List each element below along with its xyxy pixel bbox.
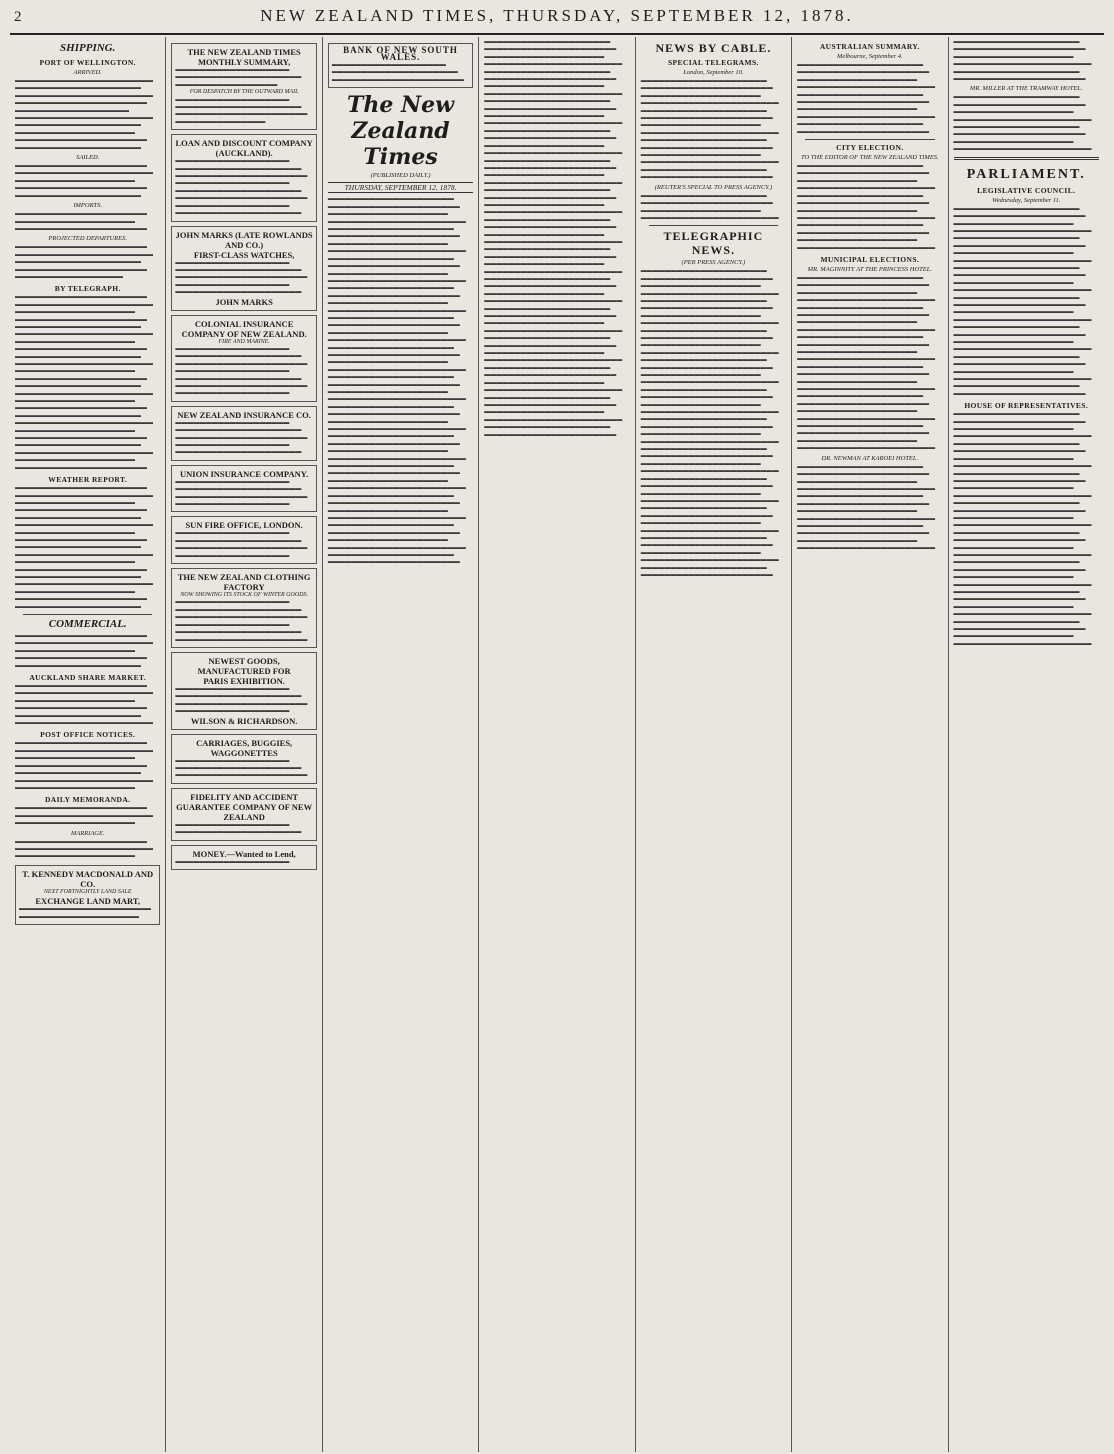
tramway-hotel-heading: MR. MILLER AT THE TRAMWAY HOTEL. [969,85,1083,93]
union-title: UNION INSURANCE COMPANY. [180,468,309,479]
summary-subtitle: FOR DESPATCH BY THE OUTWARD MAIL [189,89,299,96]
share-market-heading: AUCKLAND SHARE MARKET. [29,673,147,683]
local-news-text: ▬▬▬▬▬▬▬▬▬▬▬▬▬▬▬▬▬▬▬▬▬ ▬▬▬▬▬▬▬▬▬▬▬▬▬▬▬▬▬▬▬▬▬▬ ▬▬▬▬▬▬▬▬▬▬▬▬▬▬▬▬▬▬▬▬ ▬▬▬▬▬▬▬▬▬▬▬▬▬▬▬▬▬▬▬▬▬▬▬ ▬▬▬▬▬▬▬▬▬▬▬▬▬▬▬▬▬▬▬▬▬ ▬▬▬▬▬▬▬▬▬▬▬▬▬▬▬▬▬▬▬▬▬▬ ▬▬▬▬▬▬▬▬▬▬▬▬▬▬▬▬▬▬▬▬ ▬▬▬▬▬▬▬▬▬▬▬▬▬▬▬▬▬▬▬▬▬▬▬ ▬▬▬▬▬▬▬▬▬▬▬▬▬▬▬▬▬▬▬▬▬ ▬▬▬▬▬▬▬▬▬▬▬▬▬▬▬▬▬▬▬▬▬▬ ▬▬▬▬▬▬▬▬▬▬▬▬▬▬▬▬▬▬▬▬ ▬▬▬▬▬▬▬▬▬▬▬▬▬▬▬▬▬▬▬▬▬▬▬ ▬▬▬▬▬▬▬▬▬▬▬▬▬▬▬▬▬▬▬▬▬ ▬▬▬▬▬▬▬▬▬▬▬▬▬▬▬▬▬▬▬▬▬▬ ▬▬▬▬▬▬▬▬▬▬▬▬▬▬▬▬▬▬▬▬ ▬▬▬▬▬▬▬▬▬▬▬▬▬▬▬▬▬▬▬▬▬▬▬ ▬▬▬▬▬▬▬▬▬▬▬▬▬▬▬▬▬▬▬▬▬ ▬▬▬▬▬▬▬▬▬▬▬▬▬▬▬▬▬▬▬▬▬▬ ▬▬▬▬▬▬▬▬▬▬▬▬▬▬▬▬▬▬▬▬ ▬▬▬▬▬▬▬▬▬▬▬▬▬▬▬▬▬▬▬▬▬▬▬ ▬▬▬▬▬▬▬▬▬▬▬▬▬▬▬▬▬▬▬▬▬ ▬▬▬▬▬▬▬▬▬▬▬▬▬▬▬▬▬▬▬▬▬▬ ▬▬▬▬▬▬▬▬▬▬▬▬▬▬▬▬▬▬▬▬ ▬▬▬▬▬▬▬▬▬▬▬▬▬▬▬▬▬▬▬▬▬▬▬ ▬▬▬▬▬▬▬▬▬▬▬▬▬▬▬▬▬▬▬▬▬ ▬▬▬▬▬▬▬▬▬▬▬▬▬▬▬▬▬▬▬▬▬▬ ▬▬▬▬▬▬▬▬▬▬▬▬▬▬▬▬▬▬▬▬ ▬▬▬▬▬▬▬▬▬▬▬▬▬▬▬▬▬▬▬▬▬▬▬ ▬▬▬▬▬▬▬▬▬▬▬▬▬▬▬▬▬▬▬▬▬ ▬▬▬▬▬▬▬▬▬▬▬▬▬▬▬▬▬▬▬▬▬▬ ▬▬▬▬▬▬▬▬▬▬▬▬▬▬▬▬▬▬▬▬ ▬▬▬▬▬▬▬▬▬▬▬▬▬▬▬▬▬▬▬▬▬▬▬ ▬▬▬▬▬▬▬▬▬▬▬▬▬▬▬▬▬▬▬▬▬ ▬▬▬▬▬▬▬▬▬▬▬▬▬▬▬▬▬▬▬▬▬▬ ▬▬▬▬▬▬▬▬▬▬▬▬▬▬▬▬▬▬▬▬ ▬▬▬▬▬▬▬▬▬▬▬▬▬▬▬▬▬▬▬▬▬▬▬ ▬▬▬▬▬▬▬▬▬▬▬▬▬▬▬▬▬▬▬▬▬ ▬▬▬▬▬▬▬▬▬▬▬▬▬▬▬▬▬▬▬▬▬▬ ▬▬▬▬▬▬▬▬▬▬▬▬▬▬▬▬▬▬▬▬ ▬▬▬▬▬▬▬▬▬▬▬▬▬▬▬▬▬▬▬▬▬▬▬ ▬▬▬▬▬▬▬▬▬▬▬▬▬▬▬▬▬▬▬▬▬ ▬▬▬▬▬▬▬▬▬▬▬▬▬▬▬▬▬▬▬▬▬▬ ▬▬▬▬▬▬▬▬▬▬▬▬▬▬▬▬▬▬▬▬ ▬▬▬▬▬▬▬▬▬▬▬▬▬▬▬▬▬▬▬▬▬▬▬ ▬▬▬▬▬▬▬▬▬▬▬▬▬▬▬▬▬▬▬▬▬ ▬▬▬▬▬▬▬▬▬▬▬▬▬▬▬▬▬▬▬▬▬▬ ▬▬▬▬▬▬▬▬▬▬▬▬▬▬▬▬▬▬▬▬ ▬▬▬▬▬▬▬▬▬▬▬▬▬▬▬▬▬▬▬▬▬▬▬ ▬▬▬▬▬▬▬▬▬▬▬▬▬▬▬▬▬▬▬▬▬ ▬▬▬▬▬▬▬▬▬▬▬▬▬▬▬▬▬▬▬▬▬▬ ▬▬▬▬▬▬▬▬▬▬▬▬▬▬▬▬▬▬▬▬ ▬▬▬▬▬▬▬▬▬▬▬▬▬▬▬▬▬▬▬▬▬▬▬ ▬▬▬▬▬▬▬▬▬▬▬▬▬▬▬▬▬▬▬▬▬ ▬▬▬▬▬▬▬▬▬▬▬▬▬▬▬▬▬▬▬▬▬▬ [484,39,623,438]
guarantee-title: FIDELITY AND ACCIDENT GUARANTEE COMPANY OF NEW ZEALAND [176,791,313,822]
municipal-elections-heading: MUNICIPAL ELECTIONS. [820,254,920,264]
page-title: NEW ZEALAND TIMES, THURSDAY, SEPTEMBER 12, 1878. [260,6,854,25]
sailed-heading: SAILED. [76,154,100,162]
colonial-title: COLONIAL INSURANCE COMPANY OF NEW ZEALAND. [181,318,307,339]
legislative-council-heading: LEGISLATIVE COUNCIL. [977,185,1076,195]
shipping-heading: SHIPPING. [60,42,116,54]
nz-insurance-title: NEW ZEALAND INSURANCE CO. [177,409,311,420]
karoei-hotel-heading: DR. NEWMAN AT KAROEI HOTEL. [821,454,919,462]
nz-insurance-advertisement: NEW ZEALAND INSURANCE CO. ▬▬▬▬▬▬▬▬▬▬▬▬▬▬▬▬▬▬▬ ▬▬▬▬▬▬▬▬▬▬▬▬▬▬▬▬▬▬▬▬▬ ▬▬▬▬▬▬▬▬▬▬▬▬▬▬▬▬▬▬▬▬▬▬ ▬▬▬▬▬▬▬▬▬▬▬▬▬▬▬▬▬▬▬ ▬▬▬▬▬▬▬▬▬▬▬▬▬▬▬▬▬▬▬▬▬ [171,406,316,461]
column-4 [479,37,635,1452]
australian-summary-heading: AUSTRALIAN SUMMARY. [819,42,920,51]
clothing-title: THE NEW ZEALAND CLOTHING FACTORY [177,572,311,593]
marks-advertisement: JOHN MARKS (LATE ROWLANDS AND CO.) FIRST-CLASS WATCHES, ▬▬▬▬▬▬▬▬▬▬▬▬▬▬▬▬▬▬▬ ▬▬▬▬▬▬▬▬▬▬▬▬▬▬▬▬▬▬▬▬▬ ▬▬▬▬▬▬▬▬▬▬▬▬▬▬▬▬▬▬▬▬▬▬ ▬▬▬▬▬▬▬▬▬▬▬▬▬▬▬▬▬▬▬ ▬▬▬▬▬▬▬▬▬▬▬▬▬▬▬▬▬▬▬▬▬ JOHN MARKS [171,226,316,311]
post-office-heading: POST OFFICE NOTICES. [40,730,136,740]
auction-subtitle: NEXT FORTNIGHTLY LAND SALE [43,888,132,895]
news-by-cable-heading: NEWS BY CABLE. [655,41,772,55]
auction-title: T. KENNEDY MACDONALD AND CO. [22,868,154,889]
column-6: AUSTRALIAN SUMMARY. Melbourne, September 4. ▬▬▬▬▬▬▬▬▬▬▬▬▬▬▬▬▬▬▬▬▬ ▬▬▬▬▬▬▬▬▬▬▬▬▬▬▬▬▬▬▬▬▬▬ ▬▬▬▬▬▬▬▬▬▬▬▬▬▬▬▬▬▬▬▬ ▬▬▬▬▬▬▬▬▬▬▬▬▬▬▬▬▬▬▬▬▬▬▬ ▬▬▬▬▬▬▬▬▬▬▬▬▬▬▬▬▬▬▬▬▬ ▬▬▬▬▬▬▬▬▬▬▬▬▬▬▬▬▬▬▬▬▬▬ ▬▬▬▬▬▬▬▬▬▬▬▬▬▬▬▬▬▬▬▬ ▬▬▬▬▬▬▬▬▬▬▬▬▬▬▬▬▬▬▬▬▬▬▬ ▬▬▬▬▬▬▬▬▬▬▬▬▬▬▬▬▬▬▬▬▬ ▬▬▬▬▬▬▬▬▬▬▬▬▬▬▬▬▬▬▬▬▬▬ CITY ELECTION. TO THE EDITOR OF THE NEW ZEALAND TIMES. ▬▬▬▬▬▬▬▬▬▬▬▬▬▬▬▬▬▬▬▬▬ ▬▬▬▬▬▬▬▬▬▬▬▬▬▬▬▬▬▬▬▬▬▬ ▬▬▬▬▬▬▬▬▬▬▬▬▬▬▬▬▬▬▬▬ ▬▬▬▬▬▬▬▬▬▬▬▬▬▬▬▬▬▬▬▬▬▬▬ ▬▬▬▬▬▬▬▬▬▬▬▬▬▬▬▬▬▬▬▬▬ ▬▬▬▬▬▬▬▬▬▬▬▬▬▬▬▬▬▬▬▬▬▬ ▬▬▬▬▬▬▬▬▬▬▬▬▬▬▬▬▬▬▬▬ ▬▬▬▬▬▬▬▬▬▬▬▬▬▬▬▬▬▬▬▬▬▬▬ ▬▬▬▬▬▬▬▬▬▬▬▬▬▬▬▬▬▬▬▬▬ ▬▬▬▬▬▬▬▬▬▬▬▬▬▬▬▬▬▬▬▬▬▬ ▬▬▬▬▬▬▬▬▬▬▬▬▬▬▬▬▬▬▬▬ ▬▬▬▬▬▬▬▬▬▬▬▬▬▬▬▬▬▬▬▬▬▬▬ MUNICIPAL ELECTIONS. MR. MAGINNITY AT THE PRINCESS HOTEL. ▬▬▬▬▬▬▬▬▬▬▬▬▬▬▬▬▬▬▬▬▬ ▬▬▬▬▬▬▬▬▬▬▬▬▬▬▬▬▬▬▬▬▬▬ ▬▬▬▬▬▬▬▬▬▬▬▬▬▬▬▬▬▬▬▬ ▬▬▬▬▬▬▬▬▬▬▬▬▬▬▬▬▬▬▬▬▬▬▬ ▬▬▬▬▬▬▬▬▬▬▬▬▬▬▬▬▬▬▬▬▬ ▬▬▬▬▬▬▬▬▬▬▬▬▬▬▬▬▬▬▬▬▬▬ ▬▬▬▬▬▬▬▬▬▬▬▬▬▬▬▬▬▬▬▬ ▬▬▬▬▬▬▬▬▬▬▬▬▬▬▬▬▬▬▬▬▬▬▬ ▬▬▬▬▬▬▬▬▬▬▬▬▬▬▬▬▬▬▬▬▬ ▬▬▬▬▬▬▬▬▬▬▬▬▬▬▬▬▬▬▬▬▬▬ ▬▬▬▬▬▬▬▬▬▬▬▬▬▬▬▬▬▬▬▬ ▬▬▬▬▬▬▬▬▬▬▬▬▬▬▬▬▬▬▬▬▬▬▬ ▬▬▬▬▬▬▬▬▬▬▬▬▬▬▬▬▬▬▬▬▬ ▬▬▬▬▬▬▬▬▬▬▬▬▬▬▬▬▬▬▬▬▬▬ ▬▬▬▬▬▬▬▬▬▬▬▬▬▬▬▬▬▬▬▬ ▬▬▬▬▬▬▬▬▬▬▬▬▬▬▬▬▬▬▬▬▬▬▬ ▬▬▬▬▬▬▬▬▬▬▬▬▬▬▬▬▬▬▬▬▬ ▬▬▬▬▬▬▬▬▬▬▬▬▬▬▬▬▬▬▬▬▬▬ ▬▬▬▬▬▬▬▬▬▬▬▬▬▬▬▬▬▬▬▬ ▬▬▬▬▬▬▬▬▬▬▬▬▬▬▬▬▬▬▬▬▬▬▬ ▬▬▬▬▬▬▬▬▬▬▬▬▬▬▬▬▬▬▬▬▬ ▬▬▬▬▬▬▬▬▬▬▬▬▬▬▬▬▬▬▬▬▬▬ ▬▬▬▬▬▬▬▬▬▬▬▬▬▬▬▬▬▬▬▬ ▬▬▬▬▬▬▬▬▬▬▬▬▬▬▬▬▬▬▬▬▬▬▬ DR. NEWMAN AT KAROEI HOTEL. ▬▬▬▬▬▬▬▬▬▬▬▬▬▬▬▬▬▬▬▬▬ ▬▬▬▬▬▬▬▬▬▬▬▬▬▬▬▬▬▬▬▬▬▬ ▬▬▬▬▬▬▬▬▬▬▬▬▬▬▬▬▬▬▬▬ ▬▬▬▬▬▬▬▬▬▬▬▬▬▬▬▬▬▬▬▬▬▬▬ ▬▬▬▬▬▬▬▬▬▬▬▬▬▬▬▬▬▬▬▬▬ ▬▬▬▬▬▬▬▬▬▬▬▬▬▬▬▬▬▬▬▬▬▬ ▬▬▬▬▬▬▬▬▬▬▬▬▬▬▬▬▬▬▬▬ ▬▬▬▬▬▬▬▬▬▬▬▬▬▬▬▬▬▬▬▬▬▬▬ ▬▬▬▬▬▬▬▬▬▬▬▬▬▬▬▬▬▬▬▬▬ ▬▬▬▬▬▬▬▬▬▬▬▬▬▬▬▬▬▬▬▬▬▬ ▬▬▬▬▬▬▬▬▬▬▬▬▬▬▬▬▬▬▬▬ ▬▬▬▬▬▬▬▬▬▬▬▬▬▬▬▬▬▬▬▬▬▬▬ [792,37,948,1452]
paris-title: PARIS EXHIBITION. [203,675,285,686]
telegraphic-news-heading: TELEGRAPHIC NEWS. [663,229,764,258]
clothing-subtitle: NOW SHOWING ITS STOCK OF WINTER GOODS. [180,592,308,599]
imports-heading: IMPORTS. [73,202,103,210]
clothing-advertisement: THE NEW ZEALAND CLOTHING FACTORY NOW SHOWING ITS STOCK OF WINTER GOODS. ▬▬▬▬▬▬▬▬▬▬▬▬▬▬▬▬▬▬▬ ▬▬▬▬▬▬▬▬▬▬▬▬▬▬▬▬▬▬▬▬▬ ▬▬▬▬▬▬▬▬▬▬▬▬▬▬▬▬▬▬▬▬▬▬ ▬▬▬▬▬▬▬▬▬▬▬▬▬▬▬▬▬▬▬ ▬▬▬▬▬▬▬▬▬▬▬▬▬▬▬▬▬▬▬▬▬ ▬▬▬▬▬▬▬▬▬▬▬▬▬▬▬▬▬▬▬▬▬▬ [171,568,316,648]
colonial-advertisement: COLONIAL INSURANCE COMPANY OF NEW ZEALAND. FIRE AND MARINE. ▬▬▬▬▬▬▬▬▬▬▬▬▬▬▬▬▬▬▬ ▬▬▬▬▬▬▬▬▬▬▬▬▬▬▬▬▬▬▬▬▬ ▬▬▬▬▬▬▬▬▬▬▬▬▬▬▬▬▬▬▬▬▬▬ ▬▬▬▬▬▬▬▬▬▬▬▬▬▬▬▬▬▬▬ ▬▬▬▬▬▬▬▬▬▬▬▬▬▬▬▬▬▬▬▬▬ ▬▬▬▬▬▬▬▬▬▬▬▬▬▬▬▬▬▬▬▬▬▬ ▬▬▬▬▬▬▬▬▬▬▬▬▬▬▬▬▬▬▬ [171,315,316,402]
editorial-dateline: THURSDAY, SEPTEMBER 12, 1878. [328,182,473,193]
auction-place: EXCHANGE LAND MART, [35,896,141,907]
telegraph-heading: BY TELEGRAPH. [54,284,121,294]
loan-advertisement: LOAN AND DISCOUNT COMPANY (AUCKLAND). ▬▬▬▬▬▬▬▬▬▬▬▬▬▬▬▬▬▬▬ ▬▬▬▬▬▬▬▬▬▬▬▬▬▬▬▬▬▬▬▬▬ ▬▬▬▬▬▬▬▬▬▬▬▬▬▬▬▬▬▬▬▬▬▬ ▬▬▬▬▬▬▬▬▬▬▬▬▬▬▬▬▬▬▬ ▬▬▬▬▬▬▬▬▬▬▬▬▬▬▬▬▬▬▬▬▬ ▬▬▬▬▬▬▬▬▬▬▬▬▬▬▬▬▬▬▬▬▬▬ ▬▬▬▬▬▬▬▬▬▬▬▬▬▬▬▬▬▬▬ ▬▬▬▬▬▬▬▬▬▬▬▬▬▬▬▬▬▬▬▬▬ [171,134,316,221]
weather-heading: WEATHER REPORT. [48,475,128,485]
council-dateline: Wednesday, September 11. [991,196,1061,204]
reuter-credit: (REUTER'S SPECIAL TO PRESS AGENCY.) [654,183,773,191]
columns [10,37,1104,1452]
marks-signature: JOHN MARKS [215,296,273,307]
union-advertisement: UNION INSURANCE COMPANY. ▬▬▬▬▬▬▬▬▬▬▬▬▬▬▬▬▬▬▬ ▬▬▬▬▬▬▬▬▬▬▬▬▬▬▬▬▬▬▬▬▬ ▬▬▬▬▬▬▬▬▬▬▬▬▬▬▬▬▬▬▬▬▬▬ ▬▬▬▬▬▬▬▬▬▬▬▬▬▬▬▬▬▬▬ [171,465,316,513]
money-advertisement: MONEY.—Wanted to Lend, ▬▬▬▬▬▬▬▬▬▬▬▬▬▬▬▬▬▬▬ [171,845,316,870]
wilson-signature: WILSON & RICHARDSON. [190,715,298,726]
masthead [10,6,1104,35]
press-agency-credit: (PER PRESS AGENCY.) [681,259,746,267]
editorial-text: ▬▬▬▬▬▬▬▬▬▬▬▬▬▬▬▬▬▬▬▬▬ ▬▬▬▬▬▬▬▬▬▬▬▬▬▬▬▬▬▬▬▬▬▬ ▬▬▬▬▬▬▬▬▬▬▬▬▬▬▬▬▬▬▬▬ ▬▬▬▬▬▬▬▬▬▬▬▬▬▬▬▬▬▬▬▬▬▬▬ ▬▬▬▬▬▬▬▬▬▬▬▬▬▬▬▬▬▬▬▬▬ ▬▬▬▬▬▬▬▬▬▬▬▬▬▬▬▬▬▬▬▬▬▬ ▬▬▬▬▬▬▬▬▬▬▬▬▬▬▬▬▬▬▬▬ ▬▬▬▬▬▬▬▬▬▬▬▬▬▬▬▬▬▬▬▬▬▬▬ ▬▬▬▬▬▬▬▬▬▬▬▬▬▬▬▬▬▬▬▬▬ ▬▬▬▬▬▬▬▬▬▬▬▬▬▬▬▬▬▬▬▬▬▬ ▬▬▬▬▬▬▬▬▬▬▬▬▬▬▬▬▬▬▬▬ ▬▬▬▬▬▬▬▬▬▬▬▬▬▬▬▬▬▬▬▬▬▬▬ ▬▬▬▬▬▬▬▬▬▬▬▬▬▬▬▬▬▬▬▬▬ ▬▬▬▬▬▬▬▬▬▬▬▬▬▬▬▬▬▬▬▬▬▬ ▬▬▬▬▬▬▬▬▬▬▬▬▬▬▬▬▬▬▬▬ ▬▬▬▬▬▬▬▬▬▬▬▬▬▬▬▬▬▬▬▬▬▬▬ ▬▬▬▬▬▬▬▬▬▬▬▬▬▬▬▬▬▬▬▬▬ ▬▬▬▬▬▬▬▬▬▬▬▬▬▬▬▬▬▬▬▬▬▬ ▬▬▬▬▬▬▬▬▬▬▬▬▬▬▬▬▬▬▬▬ ▬▬▬▬▬▬▬▬▬▬▬▬▬▬▬▬▬▬▬▬▬▬▬ ▬▬▬▬▬▬▬▬▬▬▬▬▬▬▬▬▬▬▬▬▬ ▬▬▬▬▬▬▬▬▬▬▬▬▬▬▬▬▬▬▬▬▬▬ ▬▬▬▬▬▬▬▬▬▬▬▬▬▬▬▬▬▬▬▬ ▬▬▬▬▬▬▬▬▬▬▬▬▬▬▬▬▬▬▬▬▬▬▬ ▬▬▬▬▬▬▬▬▬▬▬▬▬▬▬▬▬▬▬▬▬ ▬▬▬▬▬▬▬▬▬▬▬▬▬▬▬▬▬▬▬▬▬▬ ▬▬▬▬▬▬▬▬▬▬▬▬▬▬▬▬▬▬▬▬ ▬▬▬▬▬▬▬▬▬▬▬▬▬▬▬▬▬▬▬▬▬▬▬ ▬▬▬▬▬▬▬▬▬▬▬▬▬▬▬▬▬▬▬▬▬ ▬▬▬▬▬▬▬▬▬▬▬▬▬▬▬▬▬▬▬▬▬▬ ▬▬▬▬▬▬▬▬▬▬▬▬▬▬▬▬▬▬▬▬ ▬▬▬▬▬▬▬▬▬▬▬▬▬▬▬▬▬▬▬▬▬▬▬ ▬▬▬▬▬▬▬▬▬▬▬▬▬▬▬▬▬▬▬▬▬ ▬▬▬▬▬▬▬▬▬▬▬▬▬▬▬▬▬▬▬▬▬▬ ▬▬▬▬▬▬▬▬▬▬▬▬▬▬▬▬▬▬▬▬ ▬▬▬▬▬▬▬▬▬▬▬▬▬▬▬▬▬▬▬▬▬▬▬ ▬▬▬▬▬▬▬▬▬▬▬▬▬▬▬▬▬▬▬▬▬ ▬▬▬▬▬▬▬▬▬▬▬▬▬▬▬▬▬▬▬▬▬▬ ▬▬▬▬▬▬▬▬▬▬▬▬▬▬▬▬▬▬▬▬ ▬▬▬▬▬▬▬▬▬▬▬▬▬▬▬▬▬▬▬▬▬▬▬ ▬▬▬▬▬▬▬▬▬▬▬▬▬▬▬▬▬▬▬▬▬ ▬▬▬▬▬▬▬▬▬▬▬▬▬▬▬▬▬▬▬▬▬▬ ▬▬▬▬▬▬▬▬▬▬▬▬▬▬▬▬▬▬▬▬ ▬▬▬▬▬▬▬▬▬▬▬▬▬▬▬▬▬▬▬▬▬▬▬ ▬▬▬▬▬▬▬▬▬▬▬▬▬▬▬▬▬▬▬▬▬ ▬▬▬▬▬▬▬▬▬▬▬▬▬▬▬▬▬▬▬▬▬▬ ▬▬▬▬▬▬▬▬▬▬▬▬▬▬▬▬▬▬▬▬ ▬▬▬▬▬▬▬▬▬▬▬▬▬▬▬▬▬▬▬▬▬▬▬ ▬▬▬▬▬▬▬▬▬▬▬▬▬▬▬▬▬▬▬▬▬ ▬▬▬▬▬▬▬▬▬▬▬▬▬▬▬▬▬▬▬▬▬▬ [327,196,466,566]
summary-advertisement: THE NEW ZEALAND TIMES MONTHLY SUMMARY, ▬▬▬▬▬▬▬▬▬▬▬▬▬▬▬▬▬▬▬ ▬▬▬▬▬▬▬▬▬▬▬▬▬▬▬▬▬▬▬▬▬ ▬▬▬▬▬▬▬▬▬▬▬▬▬▬▬▬▬ FOR DESPATCH BY THE OUTWARD MAIL ▬▬▬▬▬▬▬▬▬▬▬▬▬▬▬▬▬▬▬ ▬▬▬▬▬▬▬▬▬▬▬▬▬▬▬▬▬▬▬▬▬ ▬▬▬▬▬▬▬▬▬▬▬▬▬▬▬▬▬▬▬▬▬▬ ▬▬▬▬▬▬▬▬▬▬▬▬▬▬▬ [171,43,316,130]
projected-heading: PROJECTED DEPARTURES. [48,235,127,243]
summary-title: THE NEW ZEALAND TIMES MONTHLY SUMMARY, [187,47,301,67]
page-number: 2 [14,9,22,25]
london-dateline: London, September 10. [683,69,744,76]
melbourne-dateline: Melbourne, September 4. [836,53,903,60]
port-heading: PORT OF WELLINGTON. [39,58,136,67]
marks-title: JOHN MARKS (LATE ROWLANDS AND CO.) [175,229,313,250]
marriage-heading: MARRIAGE. [70,829,105,837]
column-3 [323,37,479,1452]
money-title: MONEY.—Wanted to Lend, [192,848,296,859]
bank-advertisement: BANK OF NEW SOUTH WALES. ▬▬▬▬▬▬▬▬▬▬▬▬▬▬▬▬▬▬▬ ▬▬▬▬▬▬▬▬▬▬▬▬▬▬▬▬▬▬▬▬▬ ▬▬▬▬▬▬▬▬▬▬▬▬▬▬▬▬▬▬▬▬▬▬ [328,43,473,88]
loan-title: LOAN AND DISCOUNT COMPANY (AUCKLAND). [175,138,313,159]
paper-nameplate: The New Zealand Times [347,92,455,171]
carriages-title: CARRIAGES, BUGGIES, WAGGONETTES [196,737,293,758]
letter-to-editor: TO THE EDITOR OF THE NEW ZEALAND TIMES. [800,154,939,162]
princess-hotel-heading: MR. MAGINNITY AT THE PRINCESS HOTEL. [807,265,932,273]
paris-advertisement: NEWEST GOODS, MANUFACTURED FOR PARIS EXHIBITION. ▬▬▬▬▬▬▬▬▬▬▬▬▬▬▬▬▬▬▬ ▬▬▬▬▬▬▬▬▬▬▬▬▬▬▬▬▬▬▬▬▬ ▬▬▬▬▬▬▬▬▬▬▬▬▬▬▬▬▬▬▬▬▬▬ ▬▬▬▬▬▬▬▬▬▬▬▬▬▬▬▬▬▬▬ WILSON & RICHARDSON. [171,652,316,730]
guarantee-advertisement: FIDELITY AND ACCIDENT GUARANTEE COMPANY OF NEW ZEALAND ▬▬▬▬▬▬▬▬▬▬▬▬▬▬▬▬▬▬▬ ▬▬▬▬▬▬▬▬▬▬▬▬▬▬▬▬▬▬▬▬▬ [171,788,316,841]
arrived-heading: ARRIVED. [73,69,102,76]
sun-fire-title: SUN FIRE OFFICE, LONDON. [185,520,303,531]
carriages-advertisement: CARRIAGES, BUGGIES, WAGGONETTES ▬▬▬▬▬▬▬▬▬▬▬▬▬▬▬▬▬▬▬ ▬▬▬▬▬▬▬▬▬▬▬▬▬▬▬▬▬▬▬▬▬ ▬▬▬▬▬▬▬▬▬▬▬▬▬▬▬▬▬▬▬▬▬▬ [171,734,316,784]
memoranda-heading: DAILY MEMORANDA. [44,795,131,805]
auction-advertisement: T. KENNEDY MACDONALD AND CO. NEXT FORTNIGHTLY LAND SALE EXCHANGE LAND MART, ▬▬▬▬▬▬▬▬▬▬▬▬▬▬▬▬▬▬▬▬▬▬ ▬▬▬▬▬▬▬▬▬▬▬▬▬▬▬▬▬▬▬▬ [15,865,160,925]
column-7: ▬▬▬▬▬▬▬▬▬▬▬▬▬▬▬▬▬▬▬▬▬ ▬▬▬▬▬▬▬▬▬▬▬▬▬▬▬▬▬▬▬▬▬▬ ▬▬▬▬▬▬▬▬▬▬▬▬▬▬▬▬▬▬▬▬ ▬▬▬▬▬▬▬▬▬▬▬▬▬▬▬▬▬▬▬▬▬▬▬ ▬▬▬▬▬▬▬▬▬▬▬▬▬▬▬▬▬▬▬▬▬ ▬▬▬▬▬▬▬▬▬▬▬▬▬▬▬▬▬▬▬▬▬▬ MR. MILLER AT THE TRAMWAY HOTEL. ▬▬▬▬▬▬▬▬▬▬▬▬▬▬▬▬▬▬▬▬▬ ▬▬▬▬▬▬▬▬▬▬▬▬▬▬▬▬▬▬▬▬▬▬ ▬▬▬▬▬▬▬▬▬▬▬▬▬▬▬▬▬▬▬▬ ▬▬▬▬▬▬▬▬▬▬▬▬▬▬▬▬▬▬▬▬▬▬▬ ▬▬▬▬▬▬▬▬▬▬▬▬▬▬▬▬▬▬▬▬▬ ▬▬▬▬▬▬▬▬▬▬▬▬▬▬▬▬▬▬▬▬▬▬ ▬▬▬▬▬▬▬▬▬▬▬▬▬▬▬▬▬▬▬▬ ▬▬▬▬▬▬▬▬▬▬▬▬▬▬▬▬▬▬▬▬▬▬▬ PARLIAMENT. LEGISLATIVE COUNCIL. Wednesday, September 11. ▬▬▬▬▬▬▬▬▬▬▬▬▬▬▬▬▬▬▬▬▬ ▬▬▬▬▬▬▬▬▬▬▬▬▬▬▬▬▬▬▬▬▬▬ ▬▬▬▬▬▬▬▬▬▬▬▬▬▬▬▬▬▬▬▬ ▬▬▬▬▬▬▬▬▬▬▬▬▬▬▬▬▬▬▬▬▬▬▬ ▬▬▬▬▬▬▬▬▬▬▬▬▬▬▬▬▬▬▬▬▬ ▬▬▬▬▬▬▬▬▬▬▬▬▬▬▬▬▬▬▬▬▬▬ ▬▬▬▬▬▬▬▬▬▬▬▬▬▬▬▬▬▬▬▬ ▬▬▬▬▬▬▬▬▬▬▬▬▬▬▬▬▬▬▬▬▬▬▬ ▬▬▬▬▬▬▬▬▬▬▬▬▬▬▬▬▬▬▬▬▬ ▬▬▬▬▬▬▬▬▬▬▬▬▬▬▬▬▬▬▬▬▬▬ ▬▬▬▬▬▬▬▬▬▬▬▬▬▬▬▬▬▬▬▬ ▬▬▬▬▬▬▬▬▬▬▬▬▬▬▬▬▬▬▬▬▬▬▬ ▬▬▬▬▬▬▬▬▬▬▬▬▬▬▬▬▬▬▬▬▬ ▬▬▬▬▬▬▬▬▬▬▬▬▬▬▬▬▬▬▬▬▬▬ ▬▬▬▬▬▬▬▬▬▬▬▬▬▬▬▬▬▬▬▬ ▬▬▬▬▬▬▬▬▬▬▬▬▬▬▬▬▬▬▬▬▬▬▬ ▬▬▬▬▬▬▬▬▬▬▬▬▬▬▬▬▬▬▬▬▬ ▬▬▬▬▬▬▬▬▬▬▬▬▬▬▬▬▬▬▬▬▬▬ ▬▬▬▬▬▬▬▬▬▬▬▬▬▬▬▬▬▬▬▬ ▬▬▬▬▬▬▬▬▬▬▬▬▬▬▬▬▬▬▬▬▬▬▬ ▬▬▬▬▬▬▬▬▬▬▬▬▬▬▬▬▬▬▬▬▬ ▬▬▬▬▬▬▬▬▬▬▬▬▬▬▬▬▬▬▬▬▬▬ ▬▬▬▬▬▬▬▬▬▬▬▬▬▬▬▬▬▬▬▬ ▬▬▬▬▬▬▬▬▬▬▬▬▬▬▬▬▬▬▬▬▬▬▬ ▬▬▬▬▬▬▬▬▬▬▬▬▬▬▬▬▬▬▬▬▬ ▬▬▬▬▬▬▬▬▬▬▬▬▬▬▬▬▬▬▬▬▬▬ HOUSE OF REPRESENTATIVES. ▬▬▬▬▬▬▬▬▬▬▬▬▬▬▬▬▬▬▬▬▬ ▬▬▬▬▬▬▬▬▬▬▬▬▬▬▬▬▬▬▬▬▬▬ ▬▬▬▬▬▬▬▬▬▬▬▬▬▬▬▬▬▬▬▬ ▬▬▬▬▬▬▬▬▬▬▬▬▬▬▬▬▬▬▬▬▬▬▬ ▬▬▬▬▬▬▬▬▬▬▬▬▬▬▬▬▬▬▬▬▬ ▬▬▬▬▬▬▬▬▬▬▬▬▬▬▬▬▬▬▬▬▬▬ ▬▬▬▬▬▬▬▬▬▬▬▬▬▬▬▬▬▬▬▬ ▬▬▬▬▬▬▬▬▬▬▬▬▬▬▬▬▬▬▬▬▬▬▬ ▬▬▬▬▬▬▬▬▬▬▬▬▬▬▬▬▬▬▬▬▬ ▬▬▬▬▬▬▬▬▬▬▬▬▬▬▬▬▬▬▬▬▬▬ ▬▬▬▬▬▬▬▬▬▬▬▬▬▬▬▬▬▬▬▬ ▬▬▬▬▬▬▬▬▬▬▬▬▬▬▬▬▬▬▬▬▬▬▬ ▬▬▬▬▬▬▬▬▬▬▬▬▬▬▬▬▬▬▬▬▬ ▬▬▬▬▬▬▬▬▬▬▬▬▬▬▬▬▬▬▬▬▬▬ ▬▬▬▬▬▬▬▬▬▬▬▬▬▬▬▬▬▬▬▬ ▬▬▬▬▬▬▬▬▬▬▬▬▬▬▬▬▬▬▬▬▬▬▬ ▬▬▬▬▬▬▬▬▬▬▬▬▬▬▬▬▬▬▬▬▬ ▬▬▬▬▬▬▬▬▬▬▬▬▬▬▬▬▬▬▬▬▬▬ ▬▬▬▬▬▬▬▬▬▬▬▬▬▬▬▬▬▬▬▬ ▬▬▬▬▬▬▬▬▬▬▬▬▬▬▬▬▬▬▬▬▬▬▬ ▬▬▬▬▬▬▬▬▬▬▬▬▬▬▬▬▬▬▬▬▬ ▬▬▬▬▬▬▬▬▬▬▬▬▬▬▬▬▬▬▬▬▬▬ ▬▬▬▬▬▬▬▬▬▬▬▬▬▬▬▬▬▬▬▬ ▬▬▬▬▬▬▬▬▬▬▬▬▬▬▬▬▬▬▬▬▬▬▬ ▬▬▬▬▬▬▬▬▬▬▬▬▬▬▬▬▬▬▬▬▬ ▬▬▬▬▬▬▬▬▬▬▬▬▬▬▬▬▬▬▬▬▬▬ ▬▬▬▬▬▬▬▬▬▬▬▬▬▬▬▬▬▬▬▬ ▬▬▬▬▬▬▬▬▬▬▬▬▬▬▬▬▬▬▬▬▬▬▬ ▬▬▬▬▬▬▬▬▬▬▬▬▬▬▬▬▬▬▬▬▬ ▬▬▬▬▬▬▬▬▬▬▬▬▬▬▬▬▬▬▬▬▬▬ ▬▬▬▬▬▬▬▬▬▬▬▬▬▬▬▬▬▬▬▬ ▬▬▬▬▬▬▬▬▬▬▬▬▬▬▬▬▬▬▬▬▬▬▬ [949,37,1104,1452]
colonial-subtitle: FIRE AND MARINE. [218,338,270,345]
commercial-heading: COMMERCIAL. [48,618,127,630]
city-election-heading: CITY ELECTION. [836,143,904,153]
column-1: SHIPPING. PORT OF WELLINGTON. ARRIVED. ▬▬▬▬▬▬▬▬▬▬▬▬▬▬▬▬▬▬▬▬▬▬▬ ▬▬▬▬▬▬▬▬▬▬▬▬▬▬▬▬▬▬▬▬▬ ▬▬▬▬▬▬▬▬▬▬▬▬▬▬▬▬▬▬▬▬▬▬▬ ▬▬▬▬▬▬▬▬▬▬▬▬▬▬▬▬▬▬▬▬▬▬ ▬▬▬▬▬▬▬▬▬▬▬▬▬▬▬▬▬▬▬ ▬▬▬▬▬▬▬▬▬▬▬▬▬▬▬▬▬▬▬▬▬▬▬ ▬▬▬▬▬▬▬▬▬▬▬▬▬▬▬▬▬▬▬▬▬ ▬▬▬▬▬▬▬▬▬▬▬▬▬▬▬▬▬▬▬▬ ▬▬▬▬▬▬▬▬▬▬▬▬▬▬▬▬▬▬▬▬▬▬ ▬▬▬▬▬▬▬▬▬▬▬▬▬▬▬▬▬▬▬▬▬ SAILED. ▬▬▬▬▬▬▬▬▬▬▬▬▬▬▬▬▬▬▬▬▬▬ ▬▬▬▬▬▬▬▬▬▬▬▬▬▬▬▬▬▬▬▬▬▬▬ ▬▬▬▬▬▬▬▬▬▬▬▬▬▬▬▬▬▬▬▬ ▬▬▬▬▬▬▬▬▬▬▬▬▬▬▬▬▬▬▬▬▬▬ ▬▬▬▬▬▬▬▬▬▬▬▬▬▬▬▬▬▬▬▬▬ IMPORTS. ▬▬▬▬▬▬▬▬▬▬▬▬▬▬▬▬▬▬▬▬▬▬ ▬▬▬▬▬▬▬▬▬▬▬▬▬▬▬▬▬▬▬▬ ▬▬▬▬▬▬▬▬▬▬▬▬▬▬▬▬▬▬▬▬▬▬ PROJECTED DEPARTURES. ▬▬▬▬▬▬▬▬▬▬▬▬▬▬▬▬▬▬▬▬▬▬ ▬▬▬▬▬▬▬▬▬▬▬▬▬▬▬▬▬▬▬▬▬▬▬ ▬▬▬▬▬▬▬▬▬▬▬▬▬▬▬▬▬▬▬▬▬ ▬▬▬▬▬▬▬▬▬▬▬▬▬▬▬▬▬▬▬▬▬▬ ▬▬▬▬▬▬▬▬▬▬▬▬▬▬▬▬▬▬ BY TELEGRAPH. ▬▬▬▬▬▬▬▬▬▬▬▬▬▬▬▬▬▬▬▬▬▬ ▬▬▬▬▬▬▬▬▬▬▬▬▬▬▬▬▬▬▬▬▬▬▬ ▬▬▬▬▬▬▬▬▬▬▬▬▬▬▬▬▬▬▬▬ ▬▬▬▬▬▬▬▬▬▬▬▬▬▬▬▬▬▬▬▬▬▬ ▬▬▬▬▬▬▬▬▬▬▬▬▬▬▬▬▬▬▬▬▬ ▬▬▬▬▬▬▬▬▬▬▬▬▬▬▬▬▬▬▬▬▬▬▬ ▬▬▬▬▬▬▬▬▬▬▬▬▬▬▬▬▬▬▬▬ ▬▬▬▬▬▬▬▬▬▬▬▬▬▬▬▬▬▬▬▬▬▬ ▬▬▬▬▬▬▬▬▬▬▬▬▬▬▬▬▬▬▬▬▬ ▬▬▬▬▬▬▬▬▬▬▬▬▬▬▬▬▬▬▬▬▬▬▬ ▬▬▬▬▬▬▬▬▬▬▬▬▬▬▬▬▬▬▬▬ ▬▬▬▬▬▬▬▬▬▬▬▬▬▬▬▬▬▬▬▬▬▬ ▬▬▬▬▬▬▬▬▬▬▬▬▬▬▬▬▬▬▬▬▬ ▬▬▬▬▬▬▬▬▬▬▬▬▬▬▬▬▬▬▬▬▬▬▬ ▬▬▬▬▬▬▬▬▬▬▬▬▬▬▬▬▬▬▬▬ ▬▬▬▬▬▬▬▬▬▬▬▬▬▬▬▬▬▬▬▬▬▬ ▬▬▬▬▬▬▬▬▬▬▬▬▬▬▬▬▬▬▬▬▬ ▬▬▬▬▬▬▬▬▬▬▬▬▬▬▬▬▬▬▬▬▬▬▬ ▬▬▬▬▬▬▬▬▬▬▬▬▬▬▬▬▬▬▬▬ ▬▬▬▬▬▬▬▬▬▬▬▬▬▬▬▬▬▬▬▬▬▬ ▬▬▬▬▬▬▬▬▬▬▬▬▬▬▬▬▬▬▬▬▬ ▬▬▬▬▬▬▬▬▬▬▬▬▬▬▬▬▬▬▬▬▬▬▬ ▬▬▬▬▬▬▬▬▬▬▬▬▬▬▬▬▬▬▬▬ ▬▬▬▬▬▬▬▬▬▬▬▬▬▬▬▬▬▬▬▬▬▬ WEATHER REPORT. ▬▬▬▬▬▬▬▬▬▬▬▬▬▬▬▬▬▬▬▬▬▬ ▬▬▬▬▬▬▬▬▬▬▬▬▬▬▬▬▬▬▬▬▬▬▬ ▬▬▬▬▬▬▬▬▬▬▬▬▬▬▬▬▬▬▬▬ ▬▬▬▬▬▬▬▬▬▬▬▬▬▬▬▬▬▬▬▬▬▬ ▬▬▬▬▬▬▬▬▬▬▬▬▬▬▬▬▬▬▬▬▬ ▬▬▬▬▬▬▬▬▬▬▬▬▬▬▬▬▬▬▬▬▬▬▬ ▬▬▬▬▬▬▬▬▬▬▬▬▬▬▬▬▬▬▬▬ ▬▬▬▬▬▬▬▬▬▬▬▬▬▬▬▬▬▬▬▬▬▬ ▬▬▬▬▬▬▬▬▬▬▬▬▬▬▬▬▬▬▬▬▬ ▬▬▬▬▬▬▬▬▬▬▬▬▬▬▬▬▬▬▬▬▬▬▬ ▬▬▬▬▬▬▬▬▬▬▬▬▬▬▬▬▬▬▬▬ ▬▬▬▬▬▬▬▬▬▬▬▬▬▬▬▬▬▬▬▬▬▬ ▬▬▬▬▬▬▬▬▬▬▬▬▬▬▬▬▬▬▬▬▬ ▬▬▬▬▬▬▬▬▬▬▬▬▬▬▬▬▬▬▬▬▬▬▬ ▬▬▬▬▬▬▬▬▬▬▬▬▬▬▬▬▬▬▬▬ ▬▬▬▬▬▬▬▬▬▬▬▬▬▬▬▬▬▬▬▬▬▬ ▬▬▬▬▬▬▬▬▬▬▬▬▬▬▬▬▬▬▬▬▬ COMMERCIAL. ▬▬▬▬▬▬▬▬▬▬▬▬▬▬▬▬▬▬▬▬▬▬ ▬▬▬▬▬▬▬▬▬▬▬▬▬▬▬▬▬▬▬▬▬▬▬ ▬▬▬▬▬▬▬▬▬▬▬▬▬▬▬▬▬▬▬▬ ▬▬▬▬▬▬▬▬▬▬▬▬▬▬▬▬▬▬▬▬▬▬ ▬▬▬▬▬▬▬▬▬▬▬▬▬▬▬▬▬▬▬▬▬ AUCKLAND SHARE MARKET. ▬▬▬▬▬▬▬▬▬▬▬▬▬▬▬▬▬▬▬▬▬▬ ▬▬▬▬▬▬▬▬▬▬▬▬▬▬▬▬▬▬▬▬▬▬▬ ▬▬▬▬▬▬▬▬▬▬▬▬▬▬▬▬▬▬▬▬ ▬▬▬▬▬▬▬▬▬▬▬▬▬▬▬▬▬▬▬▬▬▬ ▬▬▬▬▬▬▬▬▬▬▬▬▬▬▬▬▬▬▬▬▬ ▬▬▬▬▬▬▬▬▬▬▬▬▬▬▬▬▬▬▬▬▬▬▬ POST OFFICE NOTICES. ▬▬▬▬▬▬▬▬▬▬▬▬▬▬▬▬▬▬▬▬▬▬ ▬▬▬▬▬▬▬▬▬▬▬▬▬▬▬▬▬▬▬▬▬▬▬ ▬▬▬▬▬▬▬▬▬▬▬▬▬▬▬▬▬▬▬▬ ▬▬▬▬▬▬▬▬▬▬▬▬▬▬▬▬▬▬▬▬▬▬ ▬▬▬▬▬▬▬▬▬▬▬▬▬▬▬▬▬▬▬▬▬ ▬▬▬▬▬▬▬▬▬▬▬▬▬▬▬▬▬▬▬▬▬▬▬ ▬▬▬▬▬▬▬▬▬▬▬▬▬▬▬▬▬▬▬▬ DAILY MEMORANDA. ▬▬▬▬▬▬▬▬▬▬▬▬▬▬▬▬▬▬▬▬▬▬ ▬▬▬▬▬▬▬▬▬▬▬▬▬▬▬▬▬▬▬▬▬▬▬ ▬▬▬▬▬▬▬▬▬▬▬▬▬▬▬▬▬▬▬▬ MARRIAGE. ▬▬▬▬▬▬▬▬▬▬▬▬▬▬▬▬▬▬▬▬▬▬ ▬▬▬▬▬▬▬▬▬▬▬▬▬▬▬▬▬▬▬▬▬▬▬ ▬▬▬▬▬▬▬▬▬▬▬▬▬▬▬▬▬▬▬▬ T. KENNEDY MACDONALD AND CO. NEXT FORTNIGHTLY LAND SALE EXCHANGE LAND MART, ▬▬▬▬▬▬▬▬▬▬▬▬▬▬▬▬▬▬▬▬▬▬ ▬▬▬▬▬▬▬▬▬▬▬▬▬▬▬▬▬▬▬▬ [10,37,166,1452]
house-of-representatives-heading: HOUSE OF REPRESENTATIVES. [964,401,1089,411]
special-telegrams-heading: SPECIAL TELEGRAMS. [667,58,759,67]
parliament-heading: PARLIAMENT. [966,166,1086,182]
column-5: NEWS BY CABLE. SPECIAL TELEGRAMS. London, September 10. ▬▬▬▬▬▬▬▬▬▬▬▬▬▬▬▬▬▬▬▬▬ ▬▬▬▬▬▬▬▬▬▬▬▬▬▬▬▬▬▬▬▬▬▬ ▬▬▬▬▬▬▬▬▬▬▬▬▬▬▬▬▬▬▬▬ ▬▬▬▬▬▬▬▬▬▬▬▬▬▬▬▬▬▬▬▬▬▬▬ ▬▬▬▬▬▬▬▬▬▬▬▬▬▬▬▬▬▬▬▬▬ ▬▬▬▬▬▬▬▬▬▬▬▬▬▬▬▬▬▬▬▬▬▬ ▬▬▬▬▬▬▬▬▬▬▬▬▬▬▬▬▬▬▬▬ ▬▬▬▬▬▬▬▬▬▬▬▬▬▬▬▬▬▬▬▬▬▬▬ ▬▬▬▬▬▬▬▬▬▬▬▬▬▬▬▬▬▬▬▬▬ ▬▬▬▬▬▬▬▬▬▬▬▬▬▬▬▬▬▬▬▬▬▬ ▬▬▬▬▬▬▬▬▬▬▬▬▬▬▬▬▬▬▬▬ ▬▬▬▬▬▬▬▬▬▬▬▬▬▬▬▬▬▬▬▬▬▬▬ ▬▬▬▬▬▬▬▬▬▬▬▬▬▬▬▬▬▬▬▬▬ ▬▬▬▬▬▬▬▬▬▬▬▬▬▬▬▬▬▬▬▬▬▬ (REUTER'S SPECIAL TO PRESS AGENCY.) ▬▬▬▬▬▬▬▬▬▬▬▬▬▬▬▬▬▬▬▬▬ ▬▬▬▬▬▬▬▬▬▬▬▬▬▬▬▬▬▬▬▬▬▬ ▬▬▬▬▬▬▬▬▬▬▬▬▬▬▬▬▬▬▬▬ ▬▬▬▬▬▬▬▬▬▬▬▬▬▬▬▬▬▬▬▬▬▬▬ TELEGRAPHIC NEWS. (PER PRESS AGENCY.) ▬▬▬▬▬▬▬▬▬▬▬▬▬▬▬▬▬▬▬▬▬ ▬▬▬▬▬▬▬▬▬▬▬▬▬▬▬▬▬▬▬▬▬▬ ▬▬▬▬▬▬▬▬▬▬▬▬▬▬▬▬▬▬▬▬ ▬▬▬▬▬▬▬▬▬▬▬▬▬▬▬▬▬▬▬▬▬▬▬ ▬▬▬▬▬▬▬▬▬▬▬▬▬▬▬▬▬▬▬▬▬ ▬▬▬▬▬▬▬▬▬▬▬▬▬▬▬▬▬▬▬▬▬▬ ▬▬▬▬▬▬▬▬▬▬▬▬▬▬▬▬▬▬▬▬ ▬▬▬▬▬▬▬▬▬▬▬▬▬▬▬▬▬▬▬▬▬▬▬ ▬▬▬▬▬▬▬▬▬▬▬▬▬▬▬▬▬▬▬▬▬ ▬▬▬▬▬▬▬▬▬▬▬▬▬▬▬▬▬▬▬▬▬▬ ▬▬▬▬▬▬▬▬▬▬▬▬▬▬▬▬▬▬▬▬ ▬▬▬▬▬▬▬▬▬▬▬▬▬▬▬▬▬▬▬▬▬▬▬ ▬▬▬▬▬▬▬▬▬▬▬▬▬▬▬▬▬▬▬▬▬ ▬▬▬▬▬▬▬▬▬▬▬▬▬▬▬▬▬▬▬▬▬▬ ▬▬▬▬▬▬▬▬▬▬▬▬▬▬▬▬▬▬▬▬ ▬▬▬▬▬▬▬▬▬▬▬▬▬▬▬▬▬▬▬▬▬▬▬ ▬▬▬▬▬▬▬▬▬▬▬▬▬▬▬▬▬▬▬▬▬ ▬▬▬▬▬▬▬▬▬▬▬▬▬▬▬▬▬▬▬▬▬▬ ▬▬▬▬▬▬▬▬▬▬▬▬▬▬▬▬▬▬▬▬ ▬▬▬▬▬▬▬▬▬▬▬▬▬▬▬▬▬▬▬▬▬▬▬ ▬▬▬▬▬▬▬▬▬▬▬▬▬▬▬▬▬▬▬▬▬ ▬▬▬▬▬▬▬▬▬▬▬▬▬▬▬▬▬▬▬▬▬▬ ▬▬▬▬▬▬▬▬▬▬▬▬▬▬▬▬▬▬▬▬ ▬▬▬▬▬▬▬▬▬▬▬▬▬▬▬▬▬▬▬▬▬▬▬ ▬▬▬▬▬▬▬▬▬▬▬▬▬▬▬▬▬▬▬▬▬ ▬▬▬▬▬▬▬▬▬▬▬▬▬▬▬▬▬▬▬▬▬▬ ▬▬▬▬▬▬▬▬▬▬▬▬▬▬▬▬▬▬▬▬ ▬▬▬▬▬▬▬▬▬▬▬▬▬▬▬▬▬▬▬▬▬▬▬ ▬▬▬▬▬▬▬▬▬▬▬▬▬▬▬▬▬▬▬▬▬ ▬▬▬▬▬▬▬▬▬▬▬▬▬▬▬▬▬▬▬▬▬▬ ▬▬▬▬▬▬▬▬▬▬▬▬▬▬▬▬▬▬▬▬ ▬▬▬▬▬▬▬▬▬▬▬▬▬▬▬▬▬▬▬▬▬▬▬ ▬▬▬▬▬▬▬▬▬▬▬▬▬▬▬▬▬▬▬▬▬ ▬▬▬▬▬▬▬▬▬▬▬▬▬▬▬▬▬▬▬▬▬▬ ▬▬▬▬▬▬▬▬▬▬▬▬▬▬▬▬▬▬▬▬ ▬▬▬▬▬▬▬▬▬▬▬▬▬▬▬▬▬▬▬▬▬▬▬ ▬▬▬▬▬▬▬▬▬▬▬▬▬▬▬▬▬▬▬▬▬ ▬▬▬▬▬▬▬▬▬▬▬▬▬▬▬▬▬▬▬▬▬▬ ▬▬▬▬▬▬▬▬▬▬▬▬▬▬▬▬▬▬▬▬ ▬▬▬▬▬▬▬▬▬▬▬▬▬▬▬▬▬▬▬▬▬▬▬ ▬▬▬▬▬▬▬▬▬▬▬▬▬▬▬▬▬▬▬▬▬ ▬▬▬▬▬▬▬▬▬▬▬▬▬▬▬▬▬▬▬▬▬▬ [636,37,792,1452]
published-daily: (PUBLISHED DAILY.) [370,172,431,180]
column-2 [166,37,322,1452]
newest-goods-title: NEWEST GOODS, MANUFACTURED FOR [197,655,291,676]
bank-title: BANK OF NEW SOUTH WALES. [343,45,458,63]
marks-subtitle: FIRST-CLASS WATCHES, [193,249,295,260]
sun-fire-advertisement: SUN FIRE OFFICE, LONDON. ▬▬▬▬▬▬▬▬▬▬▬▬▬▬▬▬▬▬▬ ▬▬▬▬▬▬▬▬▬▬▬▬▬▬▬▬▬▬▬▬▬ ▬▬▬▬▬▬▬▬▬▬▬▬▬▬▬▬▬▬▬▬▬▬ ▬▬▬▬▬▬▬▬▬▬▬▬▬▬▬▬▬▬▬ [171,516,316,564]
